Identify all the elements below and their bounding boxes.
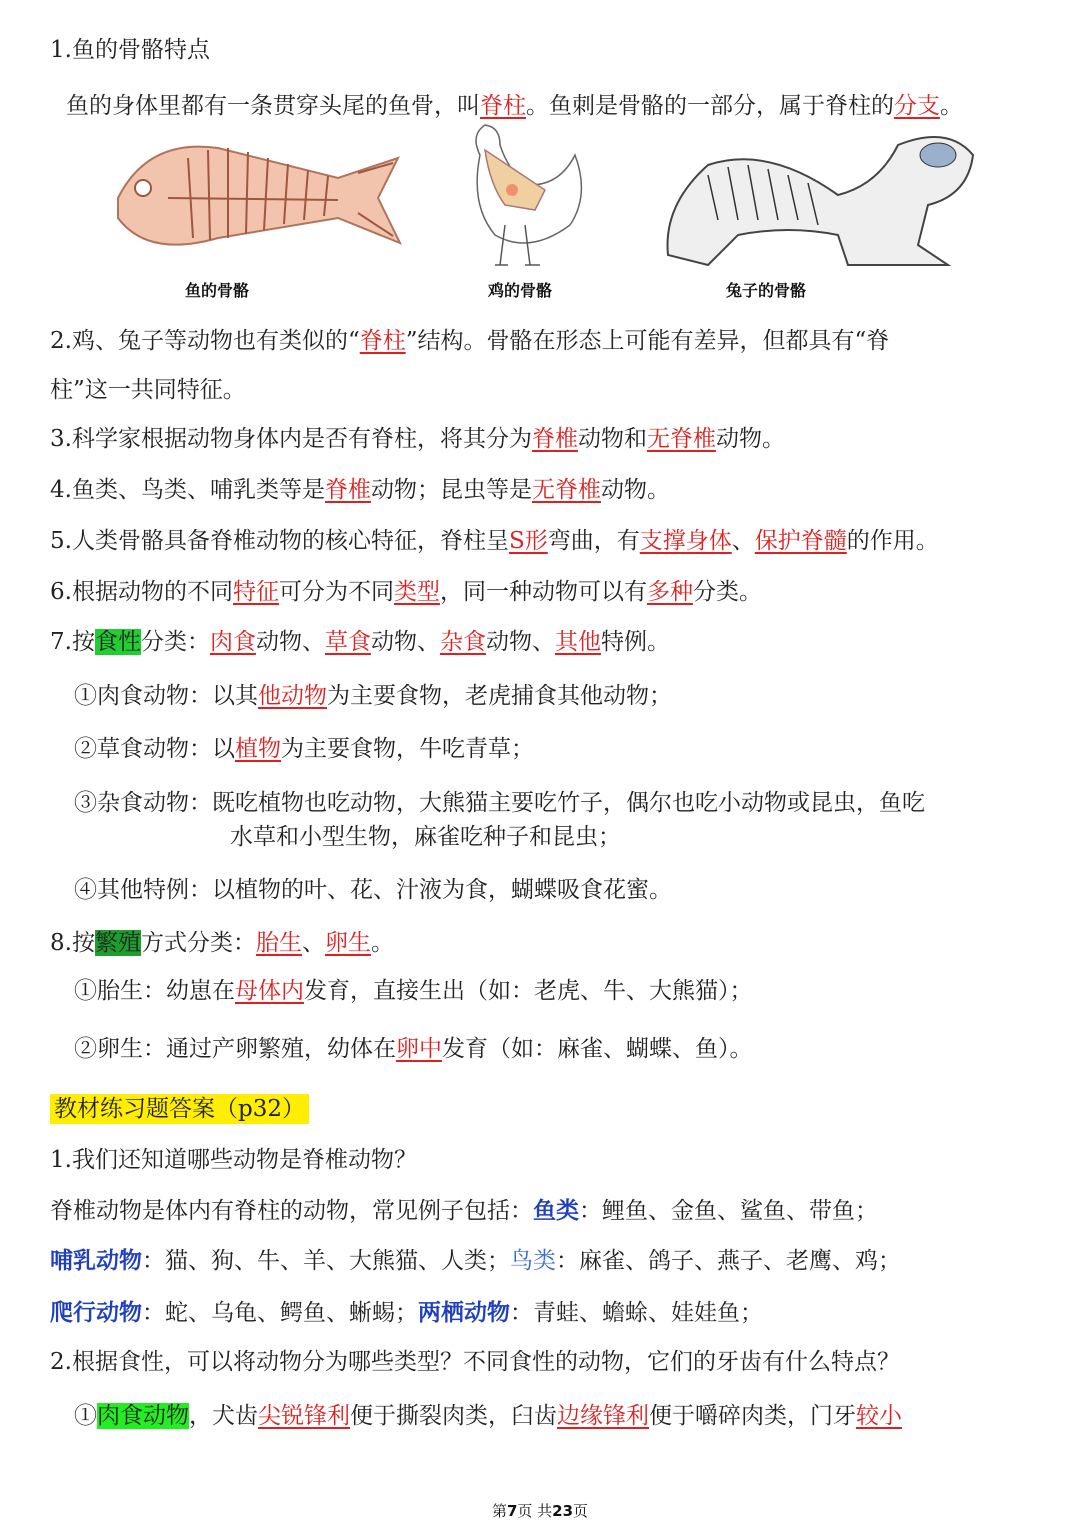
- exercise-title: 教材练习题答案（p32）: [50, 1093, 1040, 1125]
- point-4: 4.鱼类、鸟类、哺乳类等是脊椎动物；昆虫等是无脊椎动物。: [50, 477, 670, 503]
- caption-rabbit: 兔子的骨骼: [726, 281, 807, 300]
- point-7-omnivore-line-2: 水草和小型生物，麻雀吃种子和昆虫；: [230, 824, 621, 850]
- caption-fish: 鱼的骨骼: [185, 281, 250, 300]
- rabbit-skeleton-image: [648, 125, 978, 275]
- point-8-viviparous: ①胎生：幼崽在母体内发育，直接生出（如：老虎、牛、大熊猫）；: [74, 978, 753, 1004]
- answer-1-line-3: 爬行动物：蛇、乌龟、鳄鱼、蜥蜴；两栖动物：青蛙、蟾蜍、娃娃鱼；: [50, 1299, 763, 1326]
- point-7: 7.按食性分类：肉食动物、草食动物、杂食动物、其他特例。: [50, 629, 670, 655]
- answer-1-line-1: 脊椎动物是体内有脊柱的动物，常见例子包括：鱼类：鲤鱼、金鱼、鲨鱼、带鱼；: [50, 1197, 878, 1224]
- point-7-carnivore: ①肉食动物：以其他动物为主要食物，老虎捕食其他动物；: [74, 683, 672, 709]
- question-2: 2.根据食性，可以将动物分为哪些类型？不同食性的动物，它们的牙齿有什么特点？: [50, 1349, 900, 1375]
- point-7-herbivore: ②草食动物：以植物为主要食物，牛吃青草；: [74, 736, 534, 762]
- page-footer: 第7页 共23页: [491, 1502, 589, 1520]
- point-8: 8.按繁殖方式分类：胎生、卵生。: [50, 930, 394, 956]
- fish-skeleton-image: [108, 118, 408, 268]
- point-7-special: ④其他特例：以植物的叶、花、汁液为食，蝴蝶吸食花蜜。: [74, 877, 672, 903]
- fish-skeleton-description: 鱼的身体里都有一条贯穿头尾的鱼骨，叫脊柱。鱼刺是骨骼的一部分，属于脊柱的分支。: [66, 93, 963, 119]
- caption-chicken: 鸡的骨骼: [488, 281, 553, 300]
- answer-1-line-2: 哺乳动物：猫、狗、牛、羊、大熊猫、人类；鸟类：麻雀、鸽子、燕子、老鹰、鸡；: [50, 1247, 901, 1274]
- point-5: 5.人类骨骼具备脊椎动物的核心特征，脊柱呈S形弯曲，有支撑身体、保护脊髓的作用。: [50, 528, 939, 554]
- point-8-oviparous: ②卵生：通过产卵繁殖，幼体在卵中发育（如：麻雀、蝴蝶、鱼）。: [74, 1036, 753, 1062]
- point-2-line-2: 柱”这一共同特征。: [50, 377, 246, 403]
- point-2-line-1: 2.鸡、兔子等动物也有类似的“脊柱”结构。骨骼在形态上可能有差异，但都具有“脊: [50, 328, 890, 354]
- chicken-skeleton-image: [450, 115, 590, 275]
- point-7-omnivore-line-1: ③杂食动物：既吃植物也吃动物，大熊猫主要吃竹子，偶尔也吃小动物或昆虫，鱼吃: [74, 790, 925, 816]
- point-6: 6.根据动物的不同特征可分为不同类型，同一种动物可以有多种分类。: [50, 579, 762, 605]
- section-title-fish-skeleton: 1.鱼的骨骼特点: [50, 37, 210, 63]
- answer-2-line-1: ①肉食动物，犬齿尖锐锋利便于撕裂肉类，臼齿边缘锋利便于嚼碎肉类，门牙较小: [74, 1403, 902, 1429]
- point-3: 3.科学家根据动物身体内是否有脊柱，将其分为脊椎动物和无脊椎动物。: [50, 426, 785, 452]
- question-1: 1.我们还知道哪些动物是脊椎动物？: [50, 1147, 417, 1173]
